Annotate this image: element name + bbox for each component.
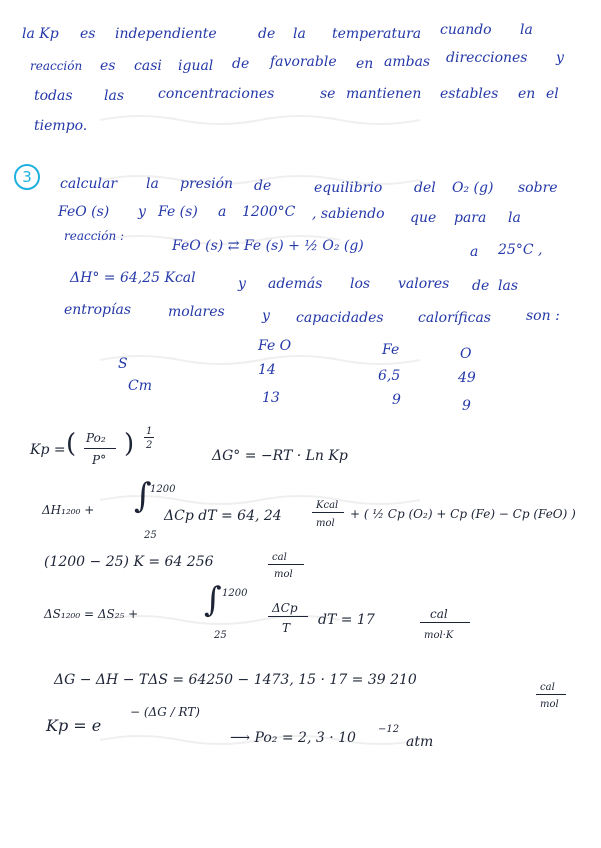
unit-denominator: mol (540, 699, 559, 710)
kp-exponential: Kp = e (46, 716, 102, 735)
entropy-fraction-den: T (282, 621, 291, 635)
fraction-bar (268, 616, 308, 617)
problem-word: para (454, 210, 487, 226)
problem-word: Fe (s) (158, 204, 198, 220)
problem-word: reacción : (64, 229, 125, 243)
integral-lower-limit: 25 (144, 530, 157, 541)
intro-word: el (546, 86, 559, 102)
problem-word: entropías (64, 302, 132, 318)
intro-word: independiente (115, 26, 217, 42)
problem-word: sobre (518, 180, 558, 196)
reaction-equation: FeO (s) ⇄ Fe (s) + ½ O₂ (g) (172, 238, 364, 254)
paren-right: ) (124, 429, 135, 459)
intro-word: es (100, 58, 116, 74)
integral-upper-limit: 1200 (150, 484, 176, 495)
intro-word: las (104, 88, 125, 104)
problem-word: equilibrio (314, 180, 383, 196)
enthalpy-lhs: ΔH₁₂₀₀ + (42, 503, 95, 517)
integral-upper-limit: 1200 (222, 588, 248, 599)
kp-exponent: − (ΔG / RT) (130, 705, 200, 719)
entropy-fraction-num: ΔCp (272, 601, 298, 615)
table-cell: 14 (258, 362, 276, 378)
problem-word: que (410, 210, 437, 226)
entropy-rest: dT = 17 (318, 612, 375, 628)
intro-word: en (356, 56, 374, 72)
table-cell: 49 (458, 370, 476, 386)
gibbs-computation: ΔG − ΔH − TΔS = 64250 − 1473, 15 · 17 = 39 210 (54, 672, 417, 688)
intro-word: casi (134, 58, 162, 74)
intro-word: y (556, 50, 564, 66)
problem-word: del (414, 180, 436, 196)
intro-word: mantienen (346, 86, 422, 102)
fraction-bar (536, 694, 566, 695)
result-exponent: −12 (378, 724, 400, 735)
intro-word: concentraciones (158, 86, 275, 102)
problem-word: , sabiendo (312, 206, 385, 222)
intro-word: cuando (440, 22, 492, 38)
problem-word: presión (180, 176, 234, 192)
problem-word: son : (526, 308, 560, 324)
problem-word: de (254, 178, 272, 194)
intro-word: de (258, 26, 276, 42)
intro-word: igual (178, 58, 214, 74)
fraction-bar (420, 622, 470, 623)
problem-word: caloríficas (418, 310, 491, 326)
intro-word: reacción (30, 59, 83, 73)
enthalpy-integrand: ΔCp dT = 64, 24 (164, 508, 282, 524)
paren-left: ( (66, 429, 77, 459)
problem-number-badge: 3 (14, 164, 40, 190)
intro-word: la (520, 22, 533, 38)
intro-word: de (232, 56, 250, 72)
table-cell: 9 (392, 392, 401, 408)
exponent-denominator: 2 (146, 440, 153, 451)
result-unit: atm (406, 734, 434, 750)
problem-word: 1200°C (242, 204, 296, 220)
integral-sign-icon: ∫ (134, 476, 152, 516)
problem-word: la (146, 176, 159, 192)
enthalpy-line-2: (1200 − 25) K = 64 256 (44, 554, 214, 570)
result-expression: ⟶ Po₂ = 2, 3 · 10 (230, 730, 356, 746)
kp-lhs: Kp = (30, 442, 66, 458)
intro-word: estables (440, 86, 499, 102)
problem-word: O₂ (g) (452, 180, 494, 196)
problem-word: FeO (s) (58, 204, 110, 220)
unit-numerator: cal (272, 552, 287, 563)
exponent-numerator: 1 (146, 426, 153, 437)
delta-cp-expression: + ( ½ Cp (O₂) + Cp (Fe) − Cp (FeO) ) (350, 507, 576, 521)
problem-word: de (472, 278, 490, 294)
intro-word: direcciones (446, 50, 528, 66)
gibbs-equation: ΔG° = −RT · Ln Kp (212, 448, 348, 464)
problem-word: molares (168, 304, 225, 320)
table-cell: 9 (462, 398, 471, 414)
table-row-label-s: S (118, 356, 128, 372)
problem-word: capacidades (296, 310, 384, 326)
intro-word: favorable (270, 54, 337, 70)
table-header-o2: O (460, 346, 472, 362)
problem-word: y (238, 276, 246, 292)
problem-word: las (498, 278, 519, 294)
entropy-lhs: ΔS₁₂₀₀ = ΔS₂₅ + (44, 607, 139, 621)
table-row-label-cm: Cm (128, 378, 152, 394)
unit-numerator: cal (430, 607, 448, 621)
problem-word: valores (398, 276, 450, 292)
problem-word: a (218, 204, 227, 220)
fraction-bar (84, 448, 116, 449)
kp-numerator: Po₂ (86, 431, 106, 445)
intro-word: tiempo. (34, 118, 88, 134)
intro-word: la (293, 26, 306, 42)
unit-numerator: Kcal (316, 500, 339, 511)
table-cell: 6,5 (378, 368, 401, 384)
table-header-feo: Fe O (258, 338, 292, 354)
unit-numerator: cal (540, 682, 555, 693)
fraction-bar (312, 512, 344, 513)
intro-word: se (320, 86, 336, 102)
problem-word: a (470, 244, 479, 260)
problem-word: los (350, 276, 371, 292)
fraction-bar (268, 564, 304, 565)
intro-word: en (518, 86, 536, 102)
problem-word: calcular (60, 176, 118, 192)
enthalpy-value: ΔH° = 64,25 Kcal (70, 270, 196, 286)
integral-lower-limit: 25 (214, 630, 227, 641)
problem-word: la (508, 210, 521, 226)
intro-word: ambas (384, 54, 431, 70)
unit-denominator: mol·K (424, 630, 454, 641)
unit-denominator: mol (316, 518, 335, 529)
kp-denominator: P° (92, 453, 107, 467)
integral-sign-icon: ∫ (204, 580, 222, 620)
intro-word: es (80, 26, 96, 42)
unit-denominator: mol (274, 569, 293, 580)
table-cell: 13 (262, 390, 280, 406)
problem-word: además (268, 276, 323, 292)
intro-word: temperatura (332, 26, 422, 42)
problem-word: 25°C , (498, 242, 543, 258)
intro-word: todas (34, 88, 73, 104)
problem-word: y (138, 204, 146, 220)
problem-word: y (262, 308, 270, 324)
table-header-fe: Fe (382, 342, 400, 358)
intro-word: la Kp (22, 26, 59, 42)
